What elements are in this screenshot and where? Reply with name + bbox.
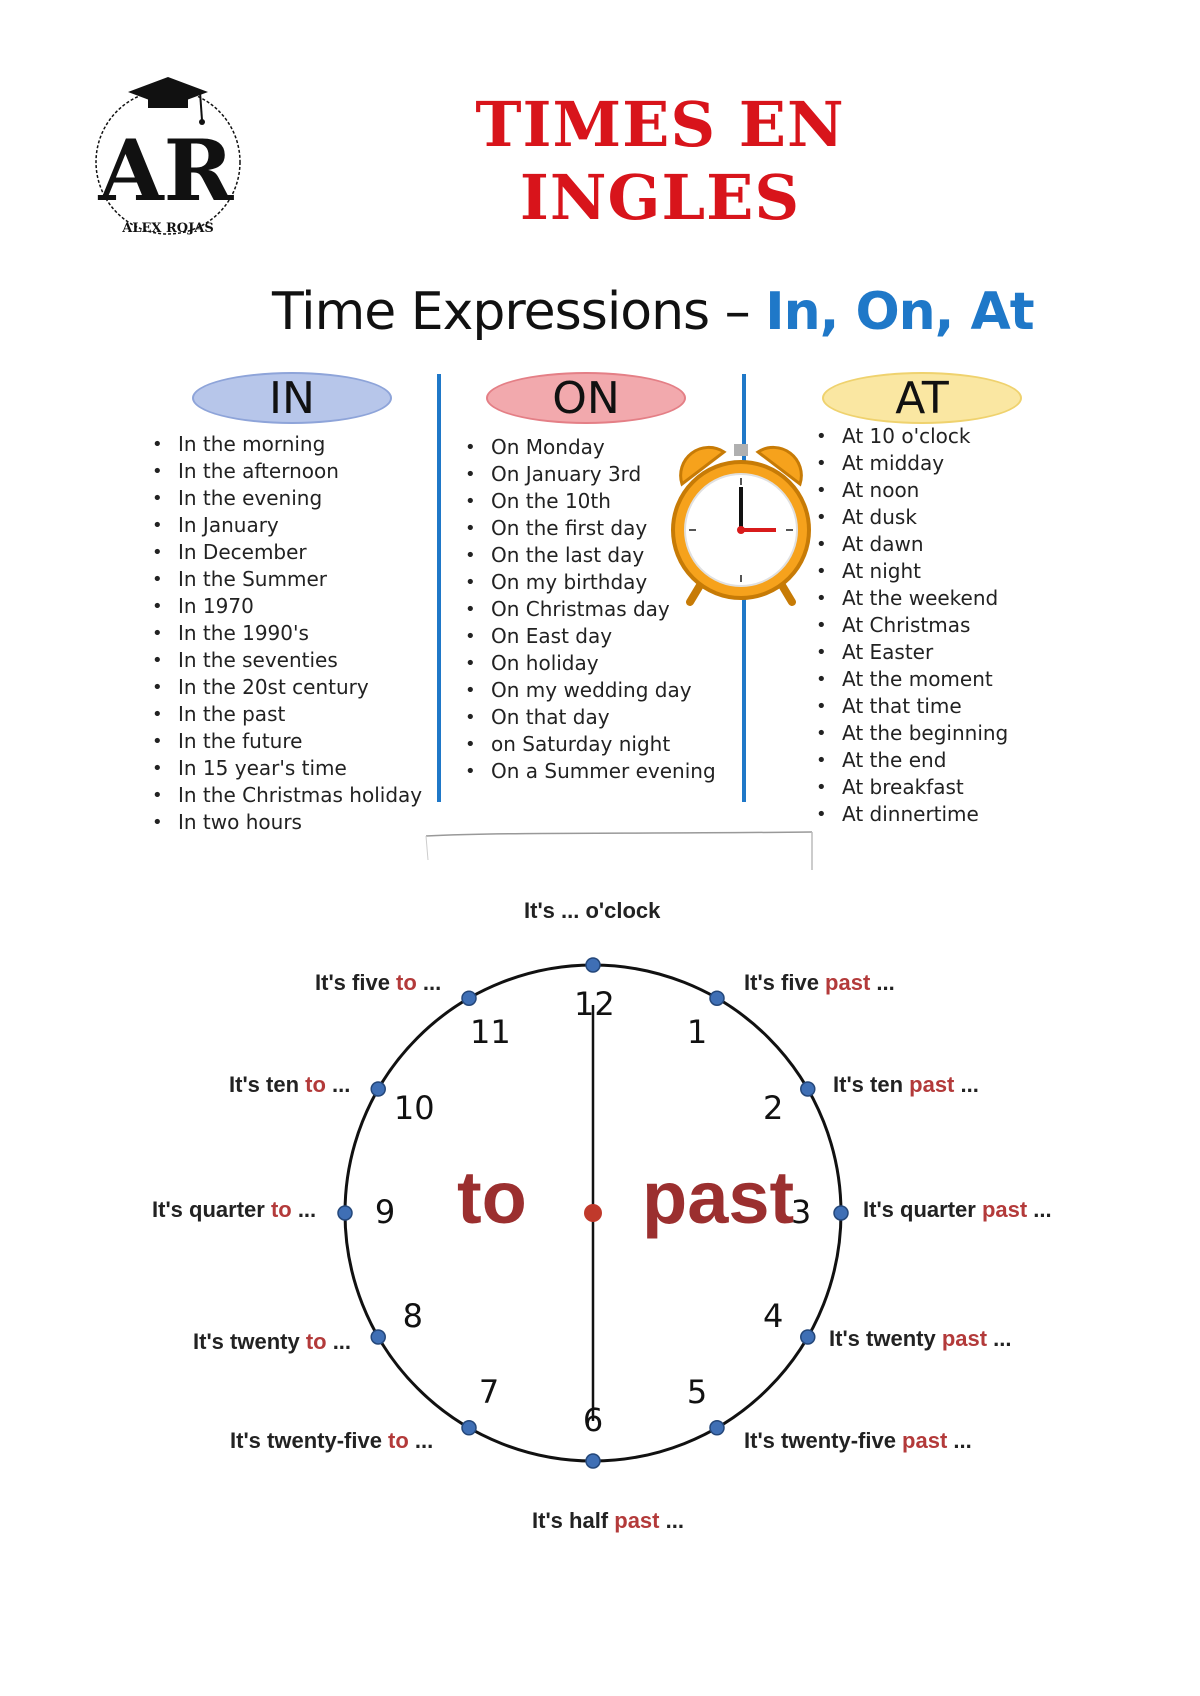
in-list [152, 431, 422, 836]
label-prefix: It's five [315, 970, 397, 995]
label-prefix: It's five [744, 970, 826, 995]
on-list-item: • On the first day [465, 515, 716, 542]
clock-label-ten-to [229, 1072, 350, 1098]
label-suffix: ... [1027, 1197, 1052, 1222]
label-suffix: ... [954, 1072, 979, 1097]
in-list-item: • In the seventies [152, 647, 422, 674]
on-list-item: • On a Summer evening [465, 758, 716, 785]
clock-hour-dot [462, 991, 476, 1005]
alex-rojas-logo [88, 72, 248, 247]
in-list-item: • In the 20st century [152, 674, 422, 701]
label-suffix: ... [947, 1428, 972, 1453]
in-list-item: • In December [152, 539, 422, 566]
label-prefix: It's twenty-five [744, 1428, 903, 1453]
label-accent: to [396, 970, 417, 995]
divider-line [424, 830, 814, 870]
clock-number: 11 [470, 1012, 511, 1051]
label-prefix: It's ten [229, 1072, 306, 1097]
on-list-item: • On January 3rd [465, 461, 716, 488]
label-prefix: It's ten [833, 1072, 910, 1097]
label-prefix: It's quarter [152, 1197, 271, 1222]
clock-label-quarter-past [863, 1197, 1052, 1223]
past-word: past [642, 1156, 795, 1239]
at-list-item: • At Easter [816, 639, 1008, 666]
graduation-cap-icon [128, 77, 208, 125]
at-list-item: • At night [816, 558, 1008, 585]
clock-hour-dot [462, 1421, 476, 1435]
logo-initials: AR [98, 121, 234, 220]
clock-hour-dot [710, 991, 724, 1005]
clock-label-half-past [532, 1508, 684, 1534]
label-accent: past [941, 1326, 988, 1351]
clock-hour-dot [801, 1082, 815, 1096]
at-list-item: • At the end [816, 747, 1008, 774]
in-list-item: • In the morning [152, 431, 422, 458]
on-header: ON [486, 372, 686, 424]
at-list-item: • At breakfast [816, 774, 1008, 801]
on-list-item: • On the 10th [465, 488, 716, 515]
in-list-item: • In the Summer [152, 566, 422, 593]
clock-label-ten-past [833, 1072, 979, 1098]
clock-label-quarter-to [152, 1197, 316, 1223]
label-suffix: ... [325, 1072, 351, 1097]
clock-hour-dot [834, 1206, 848, 1220]
clock-label-twentyfive-past [744, 1428, 972, 1454]
in-list-item: • In January [152, 512, 422, 539]
on-list-item: • On my birthday [465, 569, 716, 596]
on-list-item: • On that day [465, 704, 716, 731]
label-accent: past [614, 1508, 660, 1533]
label-accent: past [902, 1428, 948, 1453]
time-expressions-title [272, 282, 1034, 342]
clock-number: 12 [574, 985, 615, 1023]
to-word: to [457, 1156, 527, 1239]
at-list-item: • At 10 o'clock [816, 423, 1008, 450]
at-list-item: • At dawn [816, 531, 1008, 558]
clock-label-five-to [315, 970, 441, 996]
title-prefix: Time Expressions – [272, 282, 766, 342]
clock-number: 7 [478, 1373, 500, 1412]
label-text: It's ... o'clock [524, 898, 661, 923]
column-divider [437, 374, 441, 802]
label-accent: past [909, 1072, 955, 1097]
clock-label-twentyfive-to [230, 1428, 433, 1454]
at-list-item: • At noon [816, 477, 1008, 504]
on-list-item: • on Saturday night [465, 731, 716, 758]
in-list-item: • In the past [152, 701, 422, 728]
clock-label-oclock [524, 898, 660, 924]
label-accent: to [305, 1329, 327, 1354]
page-title: TIMES EN INGLES [475, 88, 845, 234]
label-prefix: It's twenty [193, 1329, 306, 1354]
at-list [816, 423, 1008, 828]
label-prefix: It's twenty-five [230, 1428, 389, 1453]
on-list-item: • On East day [465, 623, 716, 650]
clock-number: 2 [762, 1089, 784, 1127]
clock-hour-dot [371, 1082, 385, 1096]
in-list-item: • In the Christmas holiday [152, 782, 422, 809]
label-suffix: ... [291, 1197, 317, 1222]
label-prefix: It's half [532, 1508, 615, 1533]
clock-center [584, 1204, 602, 1222]
at-list-item: • At the moment [816, 666, 1008, 693]
clock-hour-dot [586, 958, 600, 972]
clock-number: 4 [762, 1297, 784, 1335]
in-list-item: • In the afternoon [152, 458, 422, 485]
label-prefix: It's quarter [863, 1197, 982, 1222]
clock-diagram [0, 880, 1200, 1560]
on-list-item: • On the last day [465, 542, 716, 569]
label-accent: past [825, 970, 871, 995]
in-list-item: • In the evening [152, 485, 422, 512]
title-highlight: In, On, At [765, 282, 1034, 342]
at-list-item: • At dinnertime [816, 801, 1008, 828]
alarm-clock-icon [662, 432, 820, 607]
on-list-item: • On Christmas day [465, 596, 716, 623]
clock-hour-dot [371, 1330, 385, 1344]
label-suffix: ... [416, 970, 442, 995]
on-list-item: • On holiday [465, 650, 716, 677]
in-list-item: • In the future [152, 728, 422, 755]
at-header: AT [822, 372, 1022, 424]
in-list-item: • In 15 year's time [152, 755, 422, 782]
clock-number: 6 [582, 1401, 604, 1439]
at-list-item: • At midday [816, 450, 1008, 477]
clock-number: 1 [686, 1012, 708, 1051]
clock-label-five-past [744, 970, 895, 996]
clock-hour-dot [586, 1454, 600, 1468]
in-header: IN [192, 372, 392, 424]
label-suffix: ... [408, 1428, 434, 1453]
clock-number: 3 [790, 1193, 812, 1231]
clock-label-twenty-past [829, 1326, 1012, 1352]
logo-name: ALEX ROJAS [122, 221, 214, 236]
on-list-item: • On my wedding day [465, 677, 716, 704]
label-suffix: ... [659, 1508, 684, 1533]
at-list-item: • At the beginning [816, 720, 1008, 747]
label-suffix: ... [326, 1329, 352, 1354]
label-accent: to [388, 1428, 409, 1453]
clock-label-twenty-to [193, 1329, 351, 1355]
on-list-item: • On Monday [465, 434, 716, 461]
clock-hour-dot [801, 1330, 815, 1344]
label-accent: past [981, 1197, 1028, 1222]
clock-hour-dot [710, 1421, 724, 1435]
label-prefix: It's twenty [829, 1326, 942, 1351]
at-list-item: • At Christmas [816, 612, 1008, 639]
in-list-item: • In 1970 [152, 593, 422, 620]
label-suffix: ... [987, 1326, 1012, 1351]
label-accent: to [270, 1197, 292, 1222]
label-accent: to [305, 1072, 326, 1097]
clock-hour-dot [338, 1206, 352, 1220]
in-list-item: • In two hours [152, 809, 422, 836]
clock-number: 5 [686, 1373, 708, 1412]
in-list-item: • In the 1990's [152, 620, 422, 647]
clock-number: 8 [402, 1297, 424, 1335]
at-list-item: • At that time [816, 693, 1008, 720]
at-list-item: • At the weekend [816, 585, 1008, 612]
clock-number: 10 [393, 1089, 435, 1127]
clock-number: 9 [374, 1193, 396, 1231]
at-list-item: • At dusk [816, 504, 1008, 531]
label-suffix: ... [870, 970, 895, 995]
